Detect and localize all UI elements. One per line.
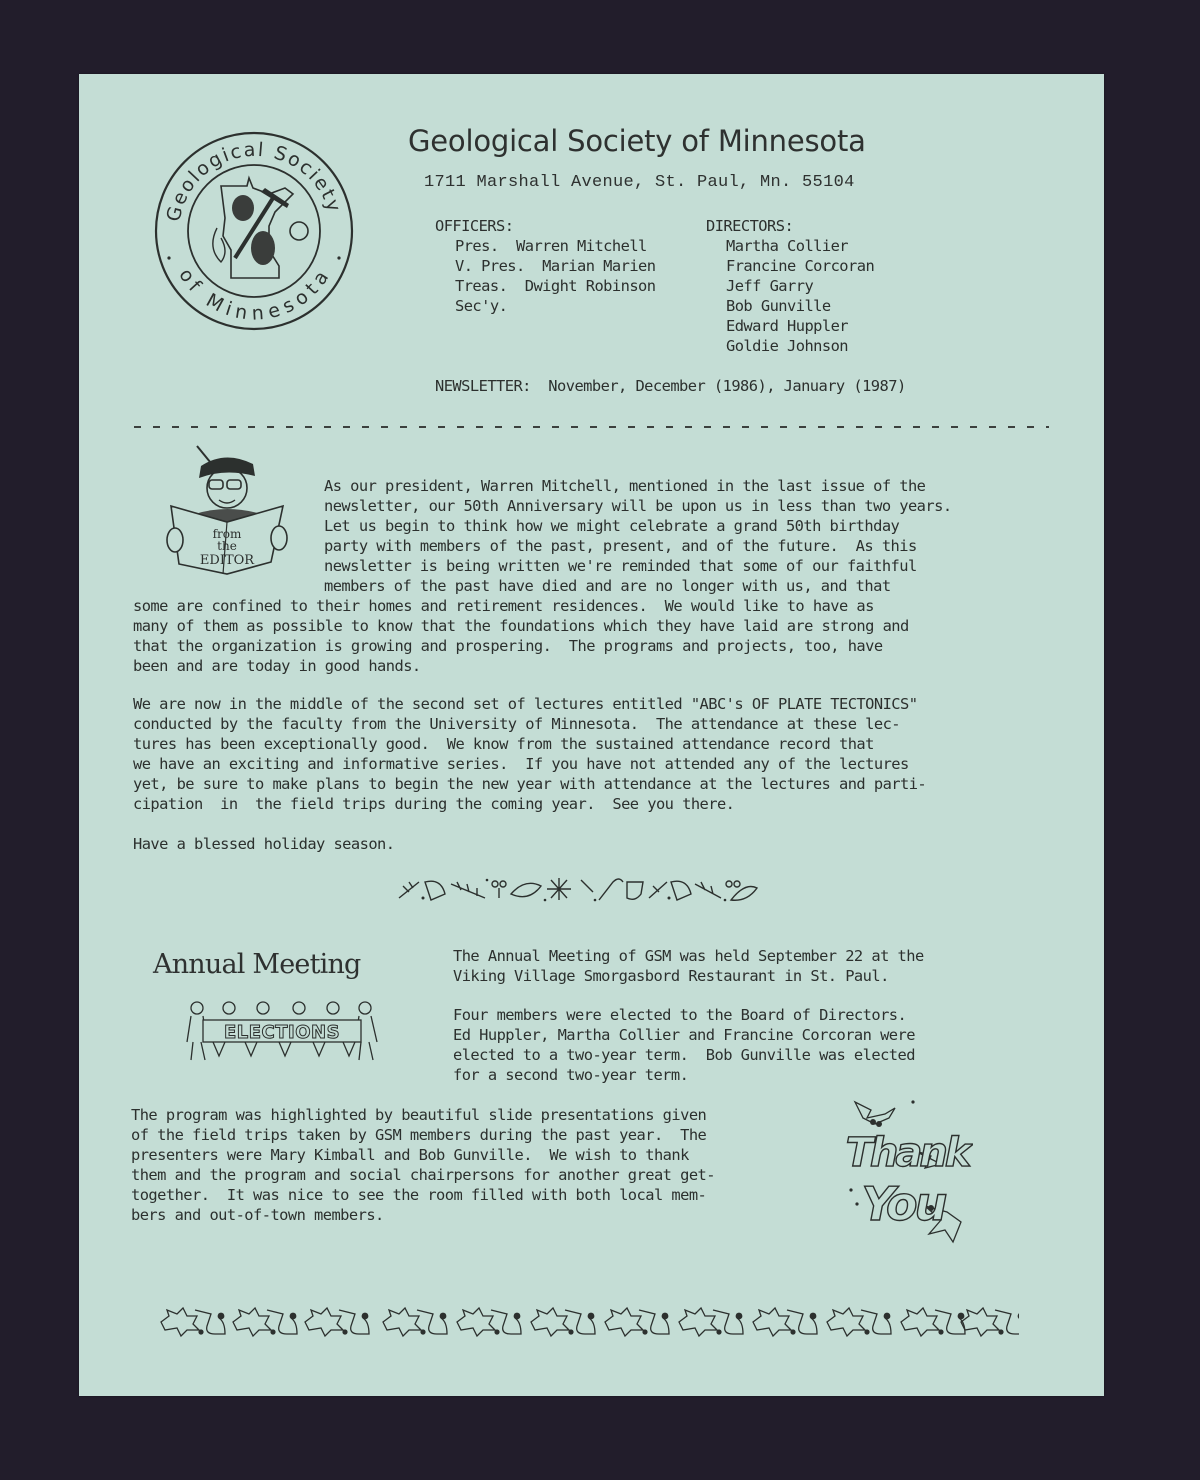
- text-line: we have an exciting and informative series. If you have not attended any of the lectures: [133, 755, 909, 773]
- text-line: been and are today in good hands.: [133, 657, 421, 675]
- director-item: Bob Gunville: [726, 297, 831, 315]
- text-line: for a second two-year term.: [453, 1066, 689, 1084]
- text-line: them and the program and social chairpersons for another great get-: [131, 1166, 715, 1184]
- editor-paragraph-1-indented: [324, 476, 952, 596]
- svg-text:Thank: Thank: [845, 1130, 969, 1176]
- elections-clipart: [183, 998, 383, 1064]
- text-line: many of them as possible to know that the foundations which they have laid are strong and: [133, 617, 909, 635]
- text-line: As our president, Warren Mitchell, mentioned in the last issue of the: [324, 477, 926, 495]
- officer-president: Pres. Warren Mitchell: [455, 237, 647, 255]
- text-line: members of the past have died and are no longer with us, and that: [324, 577, 891, 595]
- text-line: elected to a two-year term. Bob Gunville was elected: [453, 1046, 915, 1064]
- director-item: Goldie Johnson: [726, 337, 849, 355]
- holiday-decoration-icon: [395, 874, 759, 904]
- text-line: that the organization is growing and prospering. The programs and projects, too, have: [133, 637, 883, 655]
- org-title: Geological Society of Minnesota: [408, 124, 866, 158]
- text-line: of the field trips taken by GSM members during the past year. The: [131, 1126, 707, 1144]
- director-item: Martha Collier: [726, 237, 849, 255]
- svg-text:the: the: [217, 539, 237, 553]
- holly-garland-icon: [159, 1304, 1019, 1338]
- newsletter-page: [79, 74, 1104, 1396]
- text-line: We are now in the middle of the second set of lectures entitled "ABC's OF PLATE TECTONICS": [133, 695, 918, 713]
- elections-people-icon: [183, 998, 383, 1064]
- directors-heading: DIRECTORS:: [706, 217, 794, 235]
- director-item: Francine Corcoran: [726, 257, 875, 275]
- newsletter-issue-line: NEWSLETTER: November, December (1986), January (1987): [435, 377, 906, 395]
- dashed-divider: [134, 426, 1049, 428]
- from-the-editor-clipart: [161, 442, 291, 582]
- editor-paragraph-2: [133, 694, 926, 814]
- thank-you-clipart: [841, 1094, 973, 1254]
- society-seal-logo: [151, 128, 357, 334]
- christmas-ornament-border: [395, 874, 759, 904]
- text-line: The program was highlighted by beautiful slide presentations given: [131, 1106, 707, 1124]
- officer-vice-president: V. Pres. Marian Marien: [455, 257, 656, 275]
- svg-text:Geological Society: Geological Society: [162, 138, 346, 224]
- svg-text:EDITOR: EDITOR: [199, 553, 255, 568]
- org-address: 1711 Marshall Avenue, St. Paul, Mn. 55104: [424, 173, 855, 192]
- text-line: together. It was nice to see the room filled with both local mem-: [131, 1186, 707, 1204]
- svg-text:from: from: [212, 527, 242, 541]
- text-line: newsletter is being written we're reminded that some of our faithful: [324, 557, 917, 575]
- officer-secretary: Sec'y.: [455, 297, 508, 315]
- annual-meeting-paragraph-3: [131, 1105, 715, 1225]
- director-item: Jeff Garry: [726, 277, 814, 295]
- svg-text:ELECTIONS: ELECTIONS: [223, 1022, 341, 1043]
- holly-border: [159, 1304, 1019, 1338]
- annual-meeting-paragraph-2: [453, 1005, 915, 1085]
- holiday-greeting: Have a blessed holiday season.: [133, 835, 395, 853]
- text-line: party with members of the past, present, and of the future. As this: [324, 537, 917, 555]
- text-line: tures has been exceptionally good. We know from the sustained attendance record that: [133, 735, 874, 753]
- text-line: yet, be sure to make plans to begin the new year with attendance at the lectures and parti-: [133, 775, 927, 793]
- text-line: Let us begin to think how we might celebrate a grand 50th birthday: [324, 517, 900, 535]
- text-line: Four members were elected to the Board of Directors.: [453, 1006, 907, 1024]
- text-line: some are confined to their homes and retirement residences. We would like to have as: [133, 597, 874, 615]
- text-line: cipation in the field trips during the coming year. See you there.: [133, 795, 735, 813]
- editor-paragraph-1-full: [133, 596, 909, 676]
- text-line: presenters were Mary Kimball and Bob Gunville. We wish to thank: [131, 1146, 689, 1164]
- officers-list: [455, 236, 655, 316]
- seal-icon: [151, 128, 357, 334]
- editor-reading-newspaper-icon: [161, 442, 291, 582]
- text-line: Ed Huppler, Martha Collier and Francine Corcoran were: [453, 1026, 915, 1044]
- thank-you-holly-icon: [841, 1094, 973, 1254]
- text-line: Viking Village Smorgasbord Restaurant in St. Paul.: [453, 967, 889, 985]
- officer-treasurer: Treas. Dwight Robinson: [455, 277, 656, 295]
- text-line: conducted by the faculty from the University of Minnesota. The attendance at these lec-: [133, 715, 901, 733]
- officers-heading: OFFICERS:: [435, 217, 514, 235]
- text-line: The Annual Meeting of GSM was held September 22 at the: [453, 947, 924, 965]
- text-line: bers and out-of-town members.: [131, 1206, 384, 1224]
- annual-meeting-paragraph-1: [453, 946, 924, 986]
- directors-list: [726, 236, 874, 356]
- text-line: newsletter, our 50th Anniversary will be upon us in less than two years.: [324, 497, 952, 515]
- annual-meeting-heading: Annual Meeting: [153, 949, 361, 980]
- svg-text:of Minnesota: of Minnesota: [174, 264, 335, 325]
- director-item: Edward Huppler: [726, 317, 849, 335]
- svg-text:You: You: [861, 1177, 945, 1231]
